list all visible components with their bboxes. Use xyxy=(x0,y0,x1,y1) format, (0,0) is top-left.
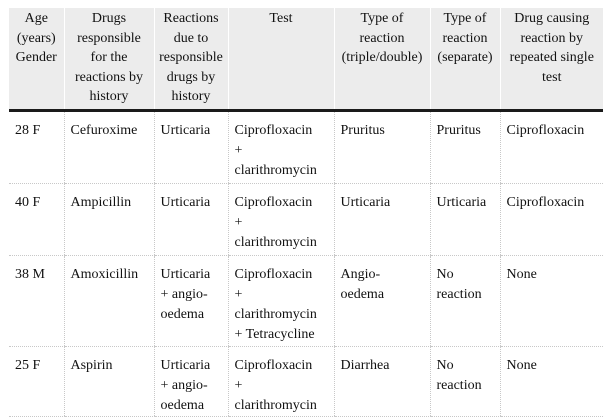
table-row xyxy=(9,183,603,255)
cell-reaction-combined: Pruritus xyxy=(334,110,430,183)
drug-reaction-table xyxy=(9,8,603,417)
cell-test: Ciprofloxacin + clarithromycin xyxy=(228,183,334,255)
table-row xyxy=(9,346,603,416)
cell-reaction-combined: Diarrhea xyxy=(334,346,430,416)
cell-age-gender: 28 F xyxy=(9,110,64,183)
header-row xyxy=(9,8,603,110)
cell-reaction-combined: Urticaria xyxy=(334,183,430,255)
table-row xyxy=(9,255,603,346)
header-reaction-type-separate: Type of reaction (separate) xyxy=(430,8,500,110)
cell-reaction-history: Urticaria xyxy=(154,110,228,183)
cell-drug-responsible: Amoxicillin xyxy=(64,255,154,346)
cell-drug-responsible: Cefuroxime xyxy=(64,110,154,183)
header-test: Test xyxy=(228,8,334,110)
header-drugs-responsible: Drugs responsible for the reactions by history xyxy=(64,8,154,110)
table-row xyxy=(9,110,603,183)
table-body xyxy=(9,110,603,416)
cell-reaction-separate: Pruritus xyxy=(430,110,500,183)
cell-test: Ciprofloxacin + clarithromycin + Tetracycline xyxy=(228,255,334,346)
cell-reaction-separate: No reaction xyxy=(430,255,500,346)
cell-reaction-separate: No reaction xyxy=(430,346,500,416)
cell-drug-causing: None xyxy=(500,346,603,416)
cell-drug-causing: Ciprofloxacin xyxy=(500,183,603,255)
table-header xyxy=(9,8,603,110)
cell-age-gender: 40 F xyxy=(9,183,64,255)
cell-reaction-history: Urticaria xyxy=(154,183,228,255)
cell-drug-causing: None xyxy=(500,255,603,346)
cell-reaction-history: Urticaria + angio- oedema xyxy=(154,346,228,416)
cell-test: Ciprofloxacin + clarithromycin xyxy=(228,110,334,183)
cell-reaction-history: Urticaria + angio- oedema xyxy=(154,255,228,346)
header-drug-causing-reaction: Drug causing reaction by repeated single test xyxy=(500,8,603,110)
cell-test: Ciprofloxacin + clarithromycin xyxy=(228,346,334,416)
cell-reaction-combined: Angio- oedema xyxy=(334,255,430,346)
cell-drug-responsible: Ampicillin xyxy=(64,183,154,255)
cell-drug-responsible: Aspirin xyxy=(64,346,154,416)
cell-reaction-separate: Urticaria xyxy=(430,183,500,255)
cell-age-gender: 25 F xyxy=(9,346,64,416)
cell-drug-causing: Ciprofloxacin xyxy=(500,110,603,183)
cell-age-gender: 38 M xyxy=(9,255,64,346)
header-age-gender: Age (years) Gender xyxy=(9,8,64,110)
header-reaction-type-combined: Type of reaction (triple/double) xyxy=(334,8,430,110)
header-reactions-history: Reactions due to responsible drugs by history xyxy=(154,8,228,110)
